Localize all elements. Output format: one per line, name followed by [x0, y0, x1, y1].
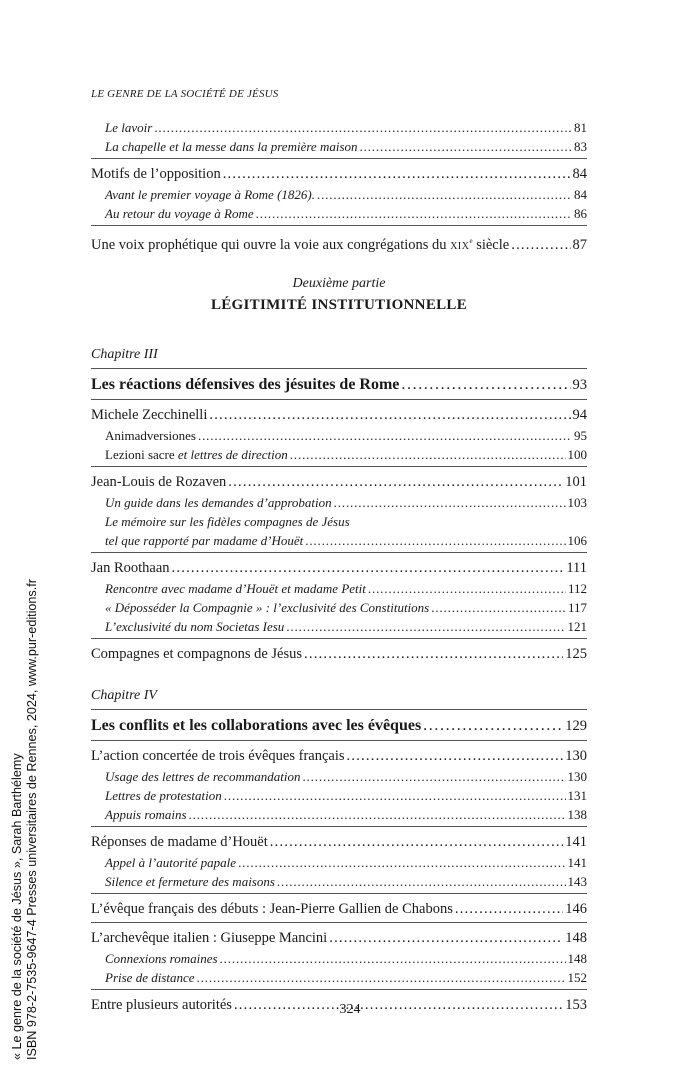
- toc-entry: Réponses de madame d’Houët . . . 141: [91, 831, 587, 853]
- toc-entry: tel que rapporté par madame d’Houët . . . 106: [91, 531, 587, 550]
- toc-entry: L’archevêque italien : Giuseppe Mancini . . . 148: [91, 927, 587, 949]
- section-divider: [91, 158, 587, 159]
- chapter-title: Les réactions défensives des jésuites de Rome . . . 93: [91, 373, 587, 397]
- side-copyright-note: [10, 579, 39, 1060]
- page-number: 324: [339, 1002, 361, 1017]
- toc-entry: Michele Zecchinelli . . . 94: [91, 404, 587, 426]
- section-divider: [91, 638, 587, 639]
- toc-entry: Prise de distance . . . 152: [91, 968, 587, 987]
- section-divider: [91, 893, 587, 894]
- toc-entry: Rencontre avec madame d’Houët et madame Petit . . . 112: [91, 579, 587, 598]
- section-divider: [91, 368, 587, 369]
- toc-entry: L’action concertée de trois évêques français . . . 130: [91, 745, 587, 767]
- toc-entry-line: Le mémoire sur les fidèles compagnes de Jésus: [105, 514, 350, 529]
- toc-entry: Un guide dans les demandes d’approbation . . . 103: [91, 493, 587, 512]
- chapter-title: Les conflits et les collaborations avec les évêques . . . 129: [91, 714, 587, 738]
- toc-entry: Connexions romaines . . . 148: [91, 949, 587, 968]
- toc-entry: L’évêque français des débuts : Jean-Pierre Gallien de Chabons . . . 146: [91, 898, 587, 920]
- section-divider: [91, 922, 587, 923]
- toc-entry: Au retour du voyage à Rome . . . 86: [91, 204, 587, 223]
- toc-entry: Usage des lettres de recommandation . . . 130: [91, 767, 587, 786]
- toc-entry: L’exclusivité du nom Societas Iesu . . . 121: [91, 617, 587, 636]
- toc-entry: Jean-Louis de Rozaven . . . 101: [91, 471, 587, 493]
- toc-entry: Appuis romains . . . 138: [91, 805, 587, 824]
- toc-entry: Appel à l’autorité papale . . . 141: [91, 853, 587, 872]
- section-divider: [91, 399, 587, 400]
- toc-entry: Animadversiones . . . 95: [91, 426, 587, 445]
- part-label: Deuxième partie: [292, 276, 386, 291]
- side-note-line: ISBN 978-2-7535-9647-4 Presses universitaires de Rennes, 2024, www.pur-editions.fr: [24, 579, 39, 1060]
- side-note-line: « Le genre de la société de Jésus », Sarah Barthélemy: [10, 753, 24, 1060]
- toc-entry: Avant le premier voyage à Rome (1826). . . . 84: [91, 185, 587, 204]
- part-title: LÉGITIMITÉ INSTITUTIONNELLE: [210, 297, 468, 313]
- section-divider: [91, 989, 587, 990]
- chapter-label: Chapitre III: [91, 347, 158, 362]
- toc-entry: Lezioni sacre et lettres de direction . . . 100: [91, 445, 587, 464]
- section-divider: [91, 466, 587, 467]
- toc-entry: La chapelle et la messe dans la première maison . . . 83: [91, 137, 587, 156]
- toc-entry: Motifs de l’opposition . . . 84: [91, 163, 587, 185]
- section-divider: [91, 826, 587, 827]
- toc-entry: Lettres de protestation . . . 131: [91, 786, 587, 805]
- toc-entry: « Déposséder la Compagnie » : l’exclusivité des Constitutions . . . 117: [91, 598, 587, 617]
- toc-entry: Compagnes et compagnons de Jésus . . . 125: [91, 643, 587, 665]
- toc-entry: Jan Roothaan . . . 111: [91, 557, 587, 579]
- section-divider: [91, 740, 587, 741]
- running-header: LE GENRE DE LA SOCIÉTÉ DE JÉSUS: [91, 88, 279, 100]
- chapter-label: Chapitre IV: [91, 688, 157, 703]
- toc-entry: Silence et fermeture des maisons . . . 143: [91, 872, 587, 891]
- toc-entry: Le lavoir . . . 81: [91, 118, 587, 137]
- toc-entry-prophetic: Une voix prophétique qui ouvre la voie aux congrégations du XIXe siècle . . . 87: [91, 230, 587, 252]
- section-divider: [91, 552, 587, 553]
- section-divider: [91, 709, 587, 710]
- section-divider: [91, 225, 587, 226]
- toc-entry: Entre plusieurs autorités . . . 153: [91, 994, 587, 1016]
- table-of-contents: [91, 118, 587, 1016]
